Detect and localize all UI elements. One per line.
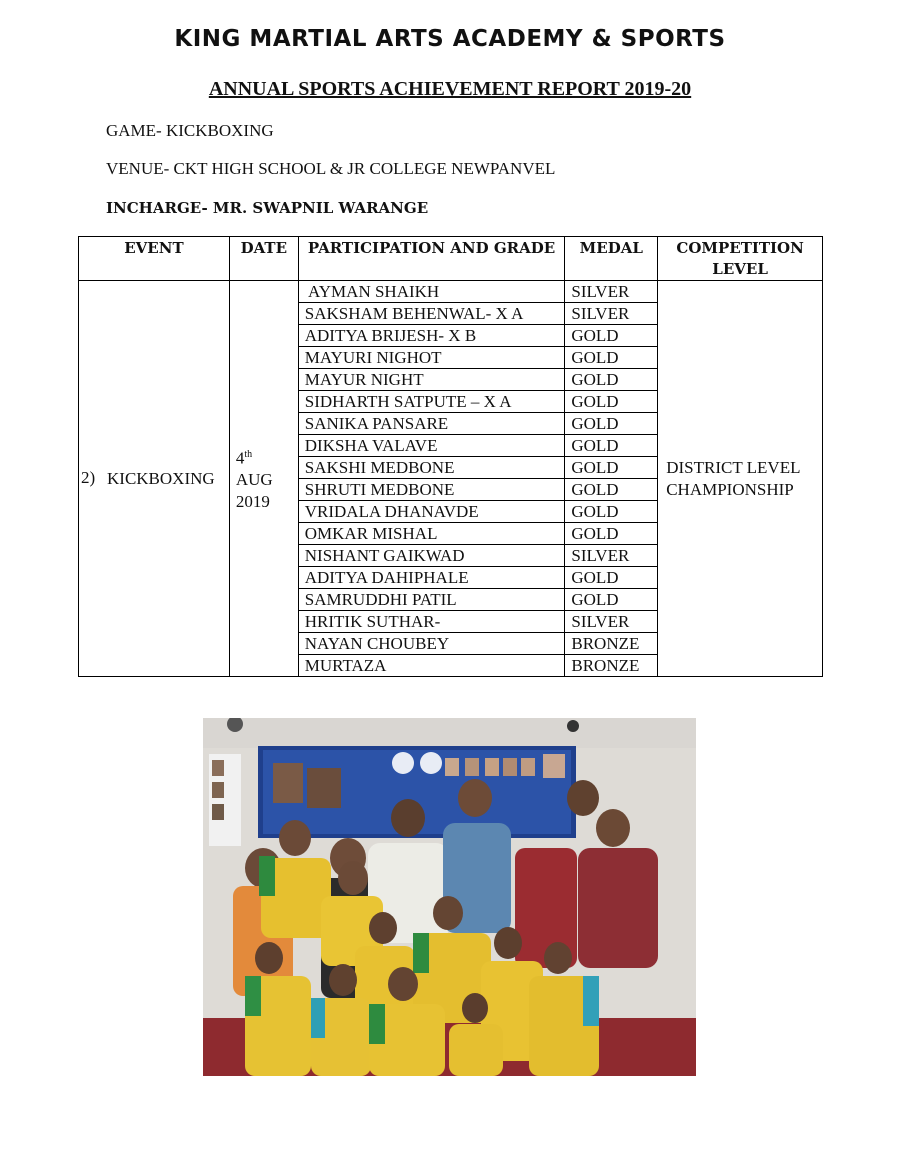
participant-name: SAMRUDDHI PATIL bbox=[298, 589, 565, 611]
event-cell bbox=[79, 281, 230, 677]
medal-value: SILVER bbox=[565, 545, 658, 567]
venue-line: VENUE- CKT HIGH SCHOOL & JR COLLEGE NEWPANVEL bbox=[106, 159, 556, 178]
date-month: AUG bbox=[235, 470, 273, 490]
table-row bbox=[79, 281, 823, 303]
medal-value: GOLD bbox=[565, 479, 658, 501]
table-header-row bbox=[79, 237, 823, 281]
document-title: KING MARTIAL ARTS ACADEMY & SPORTS bbox=[174, 26, 726, 52]
team-group-photo bbox=[203, 718, 696, 1076]
participant-name: AYMAN SHAIKH bbox=[298, 281, 565, 303]
header-participation: PARTICIPATION AND GRADE bbox=[298, 237, 565, 281]
incharge-line: INCHARGE- MR. SWAPNIL WARANGE bbox=[106, 199, 429, 217]
date-suffix: th bbox=[244, 448, 253, 460]
participant-name: DIKSHA VALAVE bbox=[298, 435, 565, 457]
medal-value: GOLD bbox=[565, 501, 658, 523]
event-name: KICKBOXING bbox=[107, 469, 215, 488]
participant-name: SANIKA PANSARE bbox=[298, 413, 565, 435]
date-day: 4 bbox=[235, 448, 245, 468]
date-cell bbox=[229, 281, 298, 677]
medal-value: GOLD bbox=[565, 325, 658, 347]
participant-name: SIDHARTH SATPUTE – X A bbox=[298, 391, 565, 413]
participant-name: VRIDALA DHANAVDE bbox=[298, 501, 565, 523]
medal-value: GOLD bbox=[565, 523, 658, 545]
medal-value: GOLD bbox=[565, 369, 658, 391]
participant-name: NISHANT GAIKWAD bbox=[298, 545, 565, 567]
table-body bbox=[79, 281, 823, 677]
participant-name: MAYUR NIGHT bbox=[298, 369, 565, 391]
medal-value: BRONZE bbox=[565, 633, 658, 655]
participant-name: NAYAN CHOUBEY bbox=[298, 633, 565, 655]
participant-name: MAYURI NIGHOT bbox=[298, 347, 565, 369]
report-subtitle: ANNUAL SPORTS ACHIEVEMENT REPORT 2019-20 bbox=[208, 78, 692, 100]
medal-value: SILVER bbox=[565, 611, 658, 633]
participant-name: ADITYA BRIJESH- X B bbox=[298, 325, 565, 347]
game-line: GAME- KICKBOXING bbox=[106, 121, 274, 140]
medal-value: SILVER bbox=[565, 281, 658, 303]
header-event: EVENT bbox=[79, 237, 230, 281]
date-year: 2019 bbox=[235, 492, 270, 512]
medal-value: GOLD bbox=[565, 567, 658, 589]
medal-value: SILVER bbox=[565, 303, 658, 325]
medal-value: GOLD bbox=[565, 589, 658, 611]
medal-value: GOLD bbox=[565, 347, 658, 369]
participant-name: MURTAZA bbox=[298, 655, 565, 677]
event-number: 2) bbox=[81, 468, 96, 487]
medal-value: BRONZE bbox=[565, 655, 658, 677]
participant-name: HRITIK SUTHAR- bbox=[298, 611, 565, 633]
medal-value: GOLD bbox=[565, 413, 658, 435]
participant-name: SAKSHI MEDBONE bbox=[298, 457, 565, 479]
header-competition-level: COMPETITION LEVEL bbox=[658, 237, 823, 281]
header-date: DATE bbox=[229, 237, 298, 281]
achievement-table bbox=[78, 236, 823, 677]
participant-name: OMKAR MISHAL bbox=[298, 523, 565, 545]
participant-name: SHRUTI MEDBONE bbox=[298, 479, 565, 501]
header-medal: MEDAL bbox=[565, 237, 658, 281]
medal-value: GOLD bbox=[565, 435, 658, 457]
participant-name: ADITYA DAHIPHALE bbox=[298, 567, 565, 589]
competition-level: DISTRICT LEVEL CHAMPIONSHIP bbox=[658, 281, 823, 677]
participant-name: SAKSHAM BEHENWAL- X A bbox=[298, 303, 565, 325]
medal-value: GOLD bbox=[565, 391, 658, 413]
medal-value: GOLD bbox=[565, 457, 658, 479]
